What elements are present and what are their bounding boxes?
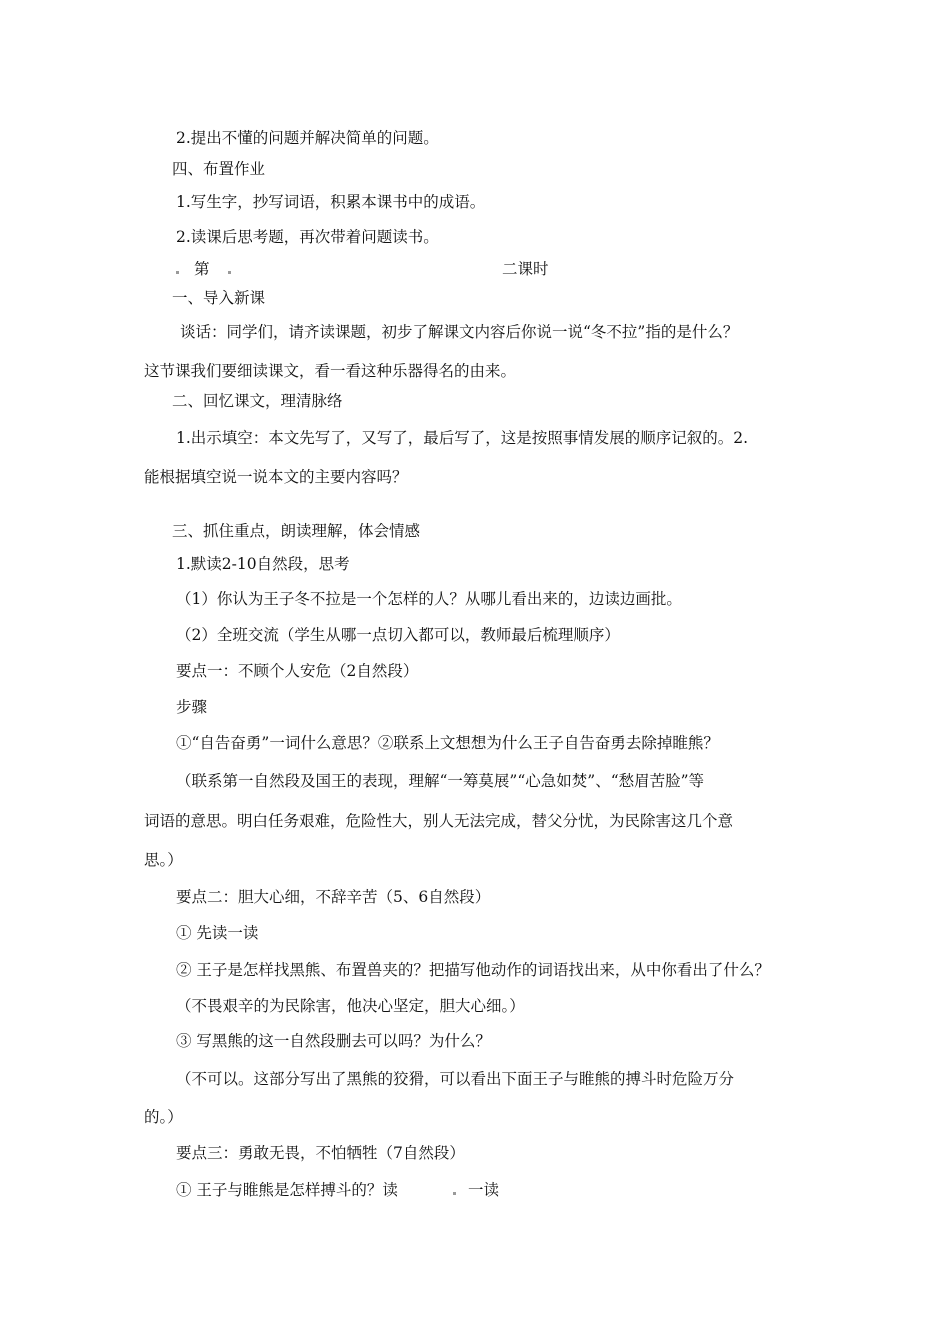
section-heading: 一、导入新课 — [172, 289, 266, 307]
text-line: （2）全班交流（学生从哪一点切入都可以，教师最后梳理顺序） — [176, 626, 620, 644]
section-heading: 三、抓住重点，朗读理解，体会情感 — [172, 522, 421, 540]
text-line: ② 王子是怎样找黑熊、布置兽夹的？把描写他动作的词语找出来，从中你看出了什么？ — [176, 961, 770, 979]
text-line: 的。） — [144, 1108, 183, 1126]
lesson-title: 二课时 — [502, 260, 549, 278]
scan-mark — [228, 271, 231, 274]
text-line: ③ 写黑熊的这一自然段删去可以吗？为什么？ — [176, 1032, 491, 1050]
text-line: （不可以。这部分写出了黑熊的狡猾，可以看出下面王子与睢熊的搏斗时危险万分 — [176, 1070, 735, 1088]
text-line: 词语的意思。明白任务艰难，危险性大，别人无法完成，替父分忧，为民除害这几个意 — [144, 812, 734, 830]
text-line: （1）你认为王子冬不拉是一个怎样的人？从哪儿看出来的，边读边画批。 — [176, 590, 682, 608]
text-line: 1.默读2-10自然段，思考 — [176, 555, 350, 573]
lesson-number-label: 第 — [194, 260, 210, 278]
text-line: 2.提出不懂的问题并解决简单的问题。 — [176, 129, 439, 147]
text-line: 能根据填空说一说本文的主要内容吗？ — [144, 468, 408, 486]
text-line: 1.写生字，抄写词语，积累本课书中的成语。 — [176, 193, 486, 211]
section-heading: 二、回忆课文，理清脉络 — [172, 392, 343, 410]
key-point-heading: 要点一：不顾个人安危（2自然段） — [176, 662, 419, 680]
key-point-heading: 要点二：胆大心细，不辞辛苦（5、6自然段） — [176, 888, 491, 906]
text-line: 一读 — [468, 1181, 500, 1199]
text-line: ① 王子与睢熊是怎样搏斗的？读 — [176, 1181, 398, 1199]
text-line: 步骤 — [176, 698, 208, 716]
text-line: （不畏艰辛的为民除害，他决心坚定，胆大心细。） — [176, 997, 525, 1015]
scan-mark — [176, 271, 179, 274]
scan-mark — [453, 1192, 456, 1195]
text-line: 1.出示填空：本文先写了，又写了，最后写了，这是按照事情发展的顺序记叙的。2. — [176, 429, 749, 447]
text-line: 2.读课后思考题，再次带着问题读书。 — [176, 228, 439, 246]
key-point-heading: 要点三：勇敢无畏，不怕牺牲（7自然段） — [176, 1144, 465, 1162]
text-line: （联系第一自然段及国王的表现，理解“一筹莫展”“心急如焚”、“愁眉苦脸”等 — [176, 772, 705, 790]
text-line: ① 先读一读 — [176, 924, 259, 942]
text-line: 谈话：同学们，请齐读课题，初步了解课文内容后你说一说“冬不拉”指的是什么？ — [180, 323, 739, 341]
text-line: ①“自告奋勇”一词什么意思？②联系上文想想为什么王子自告奋勇去除掉睢熊？ — [176, 734, 719, 752]
text-line: 这节课我们要细读课文，看一看这种乐器得名的由来。 — [144, 362, 517, 380]
text-line: 思。） — [144, 851, 183, 869]
section-heading: 四、布置作业 — [172, 160, 266, 178]
